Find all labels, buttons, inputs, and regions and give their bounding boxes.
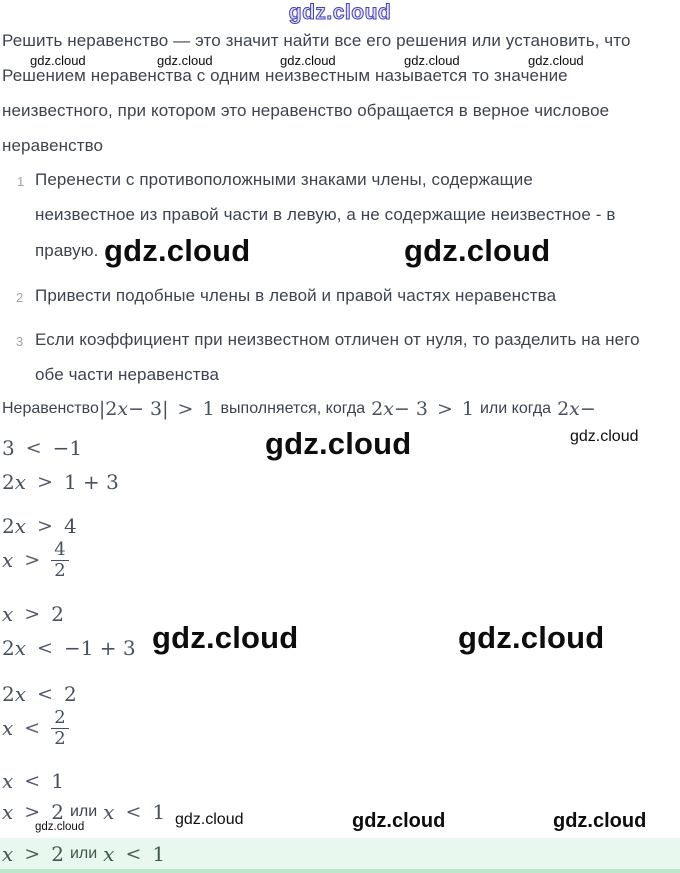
num: 2: [63, 682, 77, 706]
site-watermark-large-1: gdz.cloud: [104, 233, 251, 268]
fraction-denominator: 2: [54, 559, 66, 581]
op-gt: >: [37, 471, 53, 493]
solution-line-6: [2, 602, 64, 626]
op-gt: >: [37, 515, 53, 537]
site-watermark-small-1: gdz.cloud: [570, 428, 639, 445]
solution-line-1-text-2: выполняется, когда: [220, 400, 366, 417]
var-x: x: [14, 470, 27, 494]
site-watermark-row-4: gdz.cloud: [404, 53, 460, 68]
answer-line: [2, 842, 165, 866]
conjunction-or: или: [69, 803, 98, 820]
site-watermark-medium-1: gdz.cloud: [352, 810, 446, 832]
solution-line-8: [2, 682, 77, 706]
solution-line-3: [2, 470, 119, 494]
op-gt: >: [177, 398, 194, 420]
site-watermark-top: gdz.cloud: [288, 1, 392, 24]
definition-line-1: Решить неравенство — это значит найти все его решения или установить, что: [2, 31, 631, 50]
num-1: 1: [202, 398, 215, 420]
op-lt: <: [25, 437, 42, 459]
var-x: x: [2, 716, 14, 741]
var-x: x: [14, 514, 27, 538]
minus-sign: −: [579, 398, 596, 420]
step-1-line-3: правую.: [35, 241, 99, 260]
definition-line-3: неизвестного, при котором это неравенство обращается в верное числовое: [2, 101, 610, 120]
num: 2: [51, 602, 64, 626]
var-x: x: [103, 842, 115, 866]
num: 3: [2, 436, 15, 460]
var-x: x: [103, 800, 115, 824]
op-gt: >: [24, 603, 41, 625]
var-x: x: [569, 398, 580, 420]
num: 2: [51, 842, 64, 866]
definition-line-4: неравенство: [2, 136, 104, 155]
num-1: 1: [461, 398, 474, 420]
minus-3: − 3: [393, 398, 428, 420]
abs-open: |2: [98, 398, 118, 420]
site-watermark-row-1: gdz.cloud: [30, 53, 86, 68]
step-3-line-1: Если коэффициент при неизвестном отличен от нуля, то разделить на него: [35, 330, 640, 349]
op-lt: <: [125, 843, 142, 865]
site-watermark-large-3: gdz.cloud: [265, 426, 412, 461]
conjunction-or: или: [69, 845, 98, 862]
num: 2: [51, 800, 64, 824]
fraction: [51, 708, 68, 749]
op-gt: >: [24, 801, 41, 823]
solution-line-10: [2, 769, 64, 793]
abs-close: − 3|: [128, 398, 169, 420]
solution-line-4: [2, 514, 77, 538]
expr: 1 + 3: [63, 470, 119, 494]
expr: −1 + 3: [63, 636, 136, 660]
site-watermark-medium-2: gdz.cloud: [553, 810, 647, 832]
solution-line-1: [2, 398, 596, 420]
op-lt: <: [24, 770, 41, 792]
answer-box-bottom-edge: [0, 869, 680, 873]
var-x: x: [2, 769, 14, 793]
site-watermark-large-4: gdz.cloud: [152, 620, 299, 655]
var-x: x: [383, 398, 394, 420]
site-watermark-tiny-1: gdz.cloud: [35, 821, 85, 833]
step-1-number: 1: [17, 174, 25, 189]
solution-line-9: [2, 708, 69, 749]
site-watermark-row-2: gdz.cloud: [157, 53, 213, 68]
step-1-line-1: Перенести с противоположными знаками члены, содержащие: [35, 170, 533, 189]
num: 1: [51, 769, 64, 793]
definition-line-2: Решением неравенства с одним неизвестным называется то значение: [2, 66, 568, 85]
coef: 2: [2, 514, 15, 538]
coef: 2: [2, 636, 15, 660]
fraction-numerator: 4: [54, 539, 66, 560]
step-1-line-2: неизвестное из правой части в левую, а не содержащие неизвестное - в: [35, 205, 616, 224]
solution-line-1-text-3: или когда: [479, 400, 552, 417]
var-x: x: [2, 548, 14, 573]
fraction-denominator: 2: [54, 727, 66, 749]
site-watermark-large-5: gdz.cloud: [458, 620, 605, 655]
var-x: x: [2, 602, 14, 626]
var-x: x: [14, 636, 27, 660]
site-watermark-row-3: gdz.cloud: [280, 53, 336, 68]
op-lt: <: [24, 717, 41, 740]
site-watermark-row-5: gdz.cloud: [528, 53, 584, 68]
fraction: [51, 540, 68, 581]
op-gt: >: [24, 843, 41, 865]
num: 1: [152, 842, 166, 866]
op-lt: <: [125, 801, 142, 823]
op-lt: <: [37, 683, 53, 705]
var-x: x: [2, 800, 14, 824]
step-3-number: 3: [16, 334, 24, 349]
site-watermark-large-2: gdz.cloud: [404, 233, 551, 268]
var-x: x: [14, 682, 27, 706]
site-watermark-small-2: gdz.cloud: [175, 811, 244, 828]
solution-line-1-text-1: Неравенство: [2, 400, 99, 417]
solution-line-2: [2, 436, 82, 460]
coef-2: 2: [557, 398, 570, 420]
op-gt: >: [436, 398, 453, 420]
var-x: x: [2, 842, 14, 866]
coef: 2: [2, 470, 15, 494]
op-gt: >: [24, 549, 41, 572]
step-3-line-2: обе части неравенства: [35, 365, 220, 384]
step-2-number: 2: [16, 290, 24, 305]
num: 4: [63, 514, 77, 538]
var-x: x: [117, 398, 129, 420]
num: 1: [152, 800, 166, 824]
op-lt: <: [37, 637, 53, 659]
step-2-line-1: Привести подобные члены в левой и правой частях неравенства: [35, 286, 557, 305]
coef: 2: [2, 682, 15, 706]
num: −1: [52, 436, 83, 460]
coef-2: 2: [371, 398, 384, 420]
solution-line-5: [2, 540, 69, 581]
solution-line-7: [2, 636, 136, 660]
fraction-numerator: 2: [54, 707, 66, 728]
